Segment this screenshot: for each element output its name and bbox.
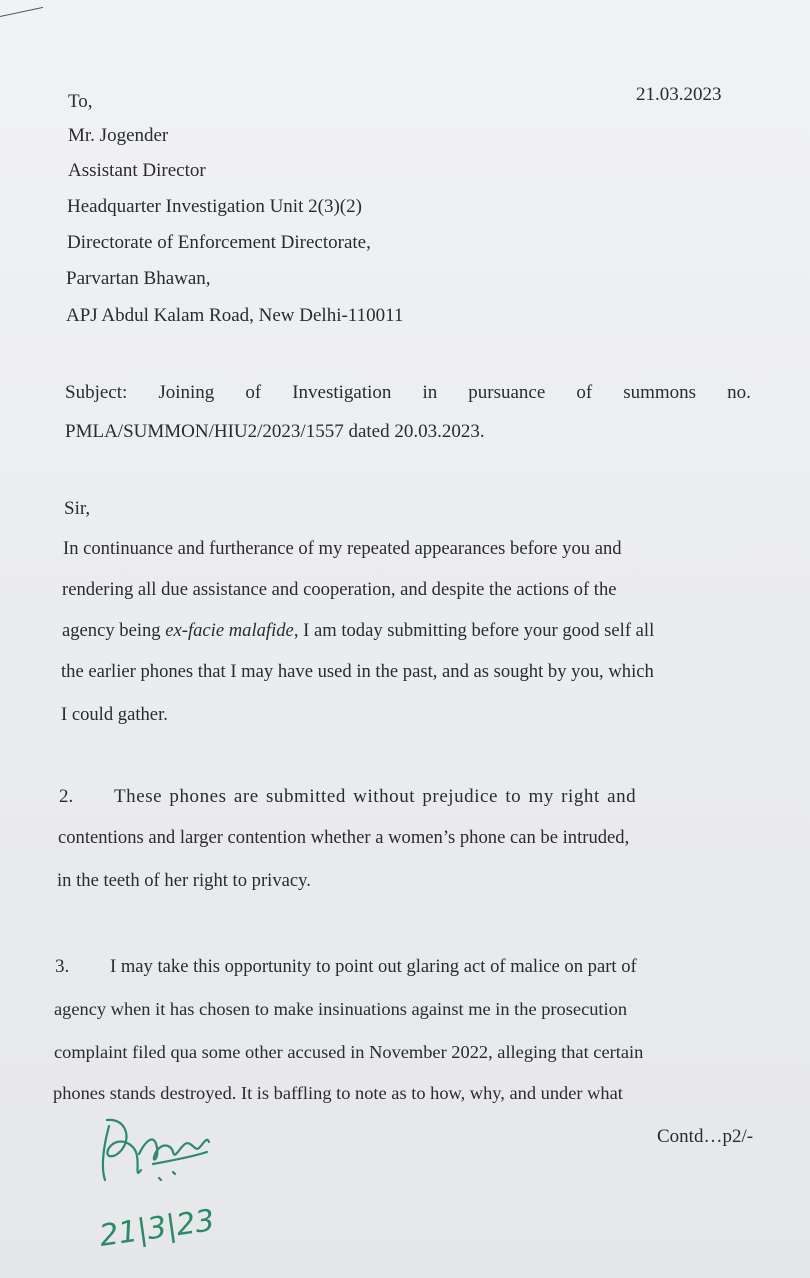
- para2-line-3: in the teeth of her right to privacy.: [57, 870, 311, 891]
- para3-number: 3.: [55, 956, 70, 977]
- handwritten-signature: [95, 1108, 265, 1258]
- addressee-road: APJ Abdul Kalam Road, New Delhi-110011: [66, 305, 404, 326]
- subject-line-2: PMLA/SUMMON/HIU2/2023/1557 dated 20.03.2023.: [65, 421, 485, 442]
- para3-line-2: agency when it has chosen to make insinuations against me in the prosecution: [54, 999, 628, 1019]
- para3-line-3: complaint filed qua some other accused in November 2022, alleging that certain: [54, 1042, 644, 1062]
- para3-line-1: I may take this opportunity to point out glaring act of malice on part of: [110, 956, 637, 977]
- addressee-directorate: Directorate of Enforcement Directorate,: [67, 232, 371, 253]
- addressee-building: Parvartan Bhawan,: [66, 268, 211, 289]
- para1-line-1: In continuance and furtherance of my repeated appearances before you and: [63, 538, 622, 559]
- addressee-name: Mr. Jogender: [68, 125, 169, 146]
- salutation: Sir,: [64, 498, 91, 519]
- para2-line-2: contentions and larger contention whether a women’s phone can be intruded,: [58, 827, 630, 848]
- addressee-unit: Headquarter Investigation Unit 2(3)(2): [67, 196, 362, 217]
- continued-marker: Contd…p2/-: [657, 1126, 754, 1147]
- ex-facie-italic: ex-facie malafide: [165, 620, 294, 641]
- letter-date: 21.03.2023: [636, 84, 722, 105]
- para1-line-5: I could gather.: [61, 704, 168, 725]
- para2-number: 2.: [59, 786, 74, 807]
- para1-line-4: the earlier phones that I may have used in the past, and as sought by you, which: [61, 661, 654, 682]
- para1-line-3: agency being ex-facie malafide, I am today submitting before your good self all: [62, 620, 655, 641]
- fold-mark: [0, 7, 43, 17]
- addressee-designation: Assistant Director: [68, 160, 206, 181]
- to-label: To,: [68, 91, 93, 112]
- subject-line-1: Subject: Joining of Investigation in pursuance of summons no.: [65, 382, 751, 403]
- signature-date: 21|3|23: [97, 1203, 217, 1254]
- para2-line-1: These phones are submitted without prejudice to my right and: [114, 786, 637, 807]
- para3-line-4: phones stands destroyed. It is baffling to note as to how, why, and under what: [53, 1083, 623, 1103]
- para1-line-2: rendering all due assistance and cooperation, and despite the actions of the: [62, 579, 617, 600]
